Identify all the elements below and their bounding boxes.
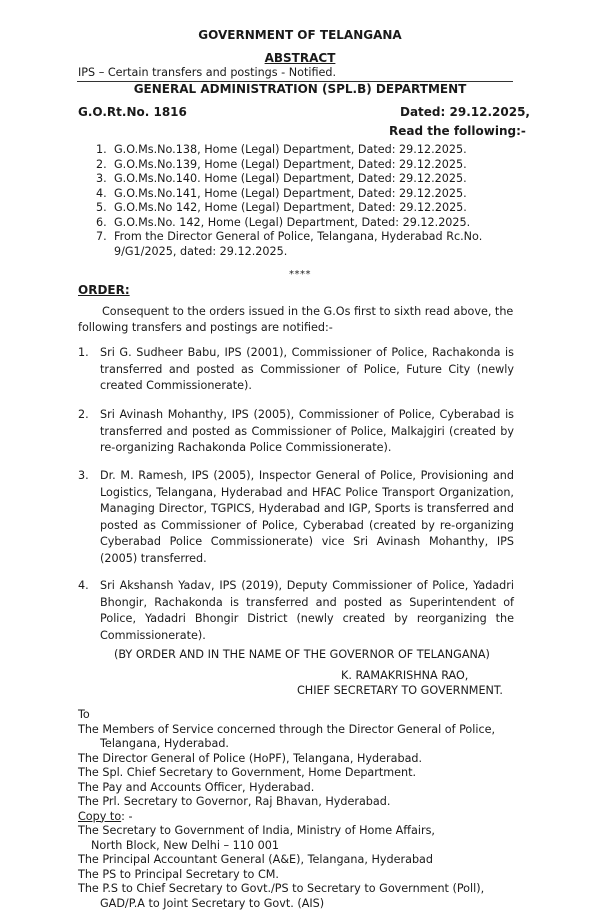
recipient-line: Telangana, Hyderabad.: [100, 737, 229, 750]
order-text: Sri Akshansh Yadav, IPS (2019), Deputy Commissioner of Police, Yadadri Bhongir, Rachakonda is transferred and posted as Superintendent of Police, Yadadri Bhongir District (newly created by reorganizing the Commissionerate).: [100, 579, 514, 642]
reference-number: 4.: [96, 186, 107, 200]
reference-text: G.O.Ms.No.140. Home (Legal) Department, Dated: 29.12.2025.: [114, 172, 467, 185]
reference-list: [96, 143, 516, 259]
order-text: Dr. M. Ramesh, IPS (2005), Inspector General of Police, Provisioning and Logistics, Telangana, Hyderabad and HFAC Police Transport Organization, Managing Director, TGPICS, Hyderabad and IGP, Sports is transferred and posted as Commissioner of Police, Cyberabad (created by re-organizing Cyberabad Police Commissionerate) vice Sri Avinash Mohanthy, IPS (2005) transferred.: [100, 469, 514, 565]
recipient-line: The Pay and Accounts Officer, Hyderabad.: [78, 780, 315, 794]
reference-text: G.O.Ms.No. 142, Home (Legal) Department, Dated: 29.12.2025.: [114, 215, 471, 229]
copy-recipient-line: The P.S to Chief Secretary to Govt./PS to Secretary to Government (Poll),: [78, 882, 485, 895]
order-item: [78, 407, 514, 457]
reference-item: [96, 230, 516, 259]
reference-text: G.O.Ms.No 142, Home (Legal) Department, Dated: 29.12.2025.: [114, 201, 467, 214]
order-heading: ORDER:: [78, 283, 130, 297]
order-item: [78, 345, 514, 395]
governor-authority-line: (BY ORDER AND IN THE NAME OF THE GOVERNOR OF TELANGANA): [114, 648, 490, 661]
reference-item: [96, 201, 516, 216]
order-item: [78, 468, 514, 567]
reference-item: [96, 172, 516, 187]
copy-recipient-line: The PS to Principal Secretary to CM.: [78, 867, 279, 881]
reference-number: 2.: [96, 157, 107, 171]
recipient-line: The Members of Service concerned through the Director General of Police,: [78, 722, 496, 736]
reference-item: [96, 158, 516, 173]
order-text: Sri G. Sudheer Babu, IPS (2001), Commissioner of Police, Rachakonda is transferred and posted as Commissioner of Police, Future City (newly created Commissionerate).: [100, 346, 514, 392]
signer-title: CHIEF SECRETARY TO GOVERNMENT.: [297, 684, 503, 697]
distribution-list: [78, 708, 518, 910]
abstract-heading: [0, 51, 600, 65]
order-number: 1.: [78, 346, 89, 359]
recipient-line: The Director General of Police (HoPF), Telangana, Hyderabad.: [78, 751, 423, 765]
copy-to-label: Copy to: [78, 809, 122, 823]
government-title: GOVERNMENT OF TELANGANA: [198, 28, 402, 42]
copy-recipient-line: The Secretary to Government of India, Ministry of Home Affairs,: [78, 824, 435, 837]
reference-text: G.O.Ms.No.141, Home (Legal) Department, Dated: 29.12.2025.: [114, 186, 467, 200]
order-number: 2.: [78, 408, 89, 421]
reference-item: [96, 187, 516, 202]
order-number: 3.: [78, 469, 89, 482]
order-number: 4.: [78, 579, 89, 592]
order-item: [78, 578, 514, 644]
reference-text: G.O.Ms.No.138, Home (Legal) Department, Dated: 29.12.2025.: [114, 143, 467, 156]
department-title: GENERAL ADMINISTRATION (SPL.B) DEPARTMENT: [133, 82, 467, 96]
order-intro: Consequent to the orders issued in the G.Os first to sixth read above, the following transfers and postings are notified:-: [78, 305, 514, 334]
recipient-line: The Prl. Secretary to Governor, Raj Bhavan, Hyderabad.: [78, 795, 391, 808]
copy-to-suffix: : -: [121, 809, 133, 823]
reference-number: 1.: [96, 143, 107, 156]
read-following-label: Read the following:-: [389, 124, 526, 138]
go-number: G.O.Rt.No. 1816: [78, 105, 187, 119]
subject-line: IPS – Certain transfers and postings - Notified.: [78, 66, 337, 79]
abstract-label: ABSTRACT: [264, 51, 336, 65]
reference-number: 6.: [96, 215, 107, 229]
reference-item: [96, 143, 516, 158]
to-label: To: [78, 708, 90, 721]
copy-to-heading: [78, 810, 518, 825]
reference-number: 3.: [96, 172, 107, 185]
reference-text: G.O.Ms.No.139, Home (Legal) Department, Dated: 29.12.2025.: [114, 157, 467, 171]
signer-name: K. RAMAKRISHNA RAO,: [341, 669, 469, 682]
reference-number: 7.: [96, 230, 107, 243]
copy-recipient-line: GAD/P.A to Joint Secretary to Govt. (AIS): [100, 896, 325, 910]
reference-number: 5.: [96, 201, 107, 214]
copy-recipient-line: The Principal Accountant General (A&E), Telangana, Hyderabad: [78, 853, 433, 866]
go-date: Dated: 29.12.2025,: [400, 105, 530, 119]
copy-recipient-line: North Block, New Delhi – 110 001: [91, 838, 279, 852]
reference-text: From the Director General of Police, Telangana, Hyderabad Rc.No. 9/G1/2025, dated: 29.12.2025.: [114, 230, 483, 258]
section-separator: ****: [289, 269, 311, 280]
reference-item: [96, 216, 516, 231]
order-text: Sri Avinash Mohanthy, IPS (2005), Commissioner of Police, Cyberabad is transferred and posted as Commissioner of Police, Malkajgiri (created by re-organizing Rachakonda Police Commissionerate).: [100, 408, 514, 454]
recipient-line: The Spl. Chief Secretary to Government, Home Department.: [78, 766, 417, 779]
